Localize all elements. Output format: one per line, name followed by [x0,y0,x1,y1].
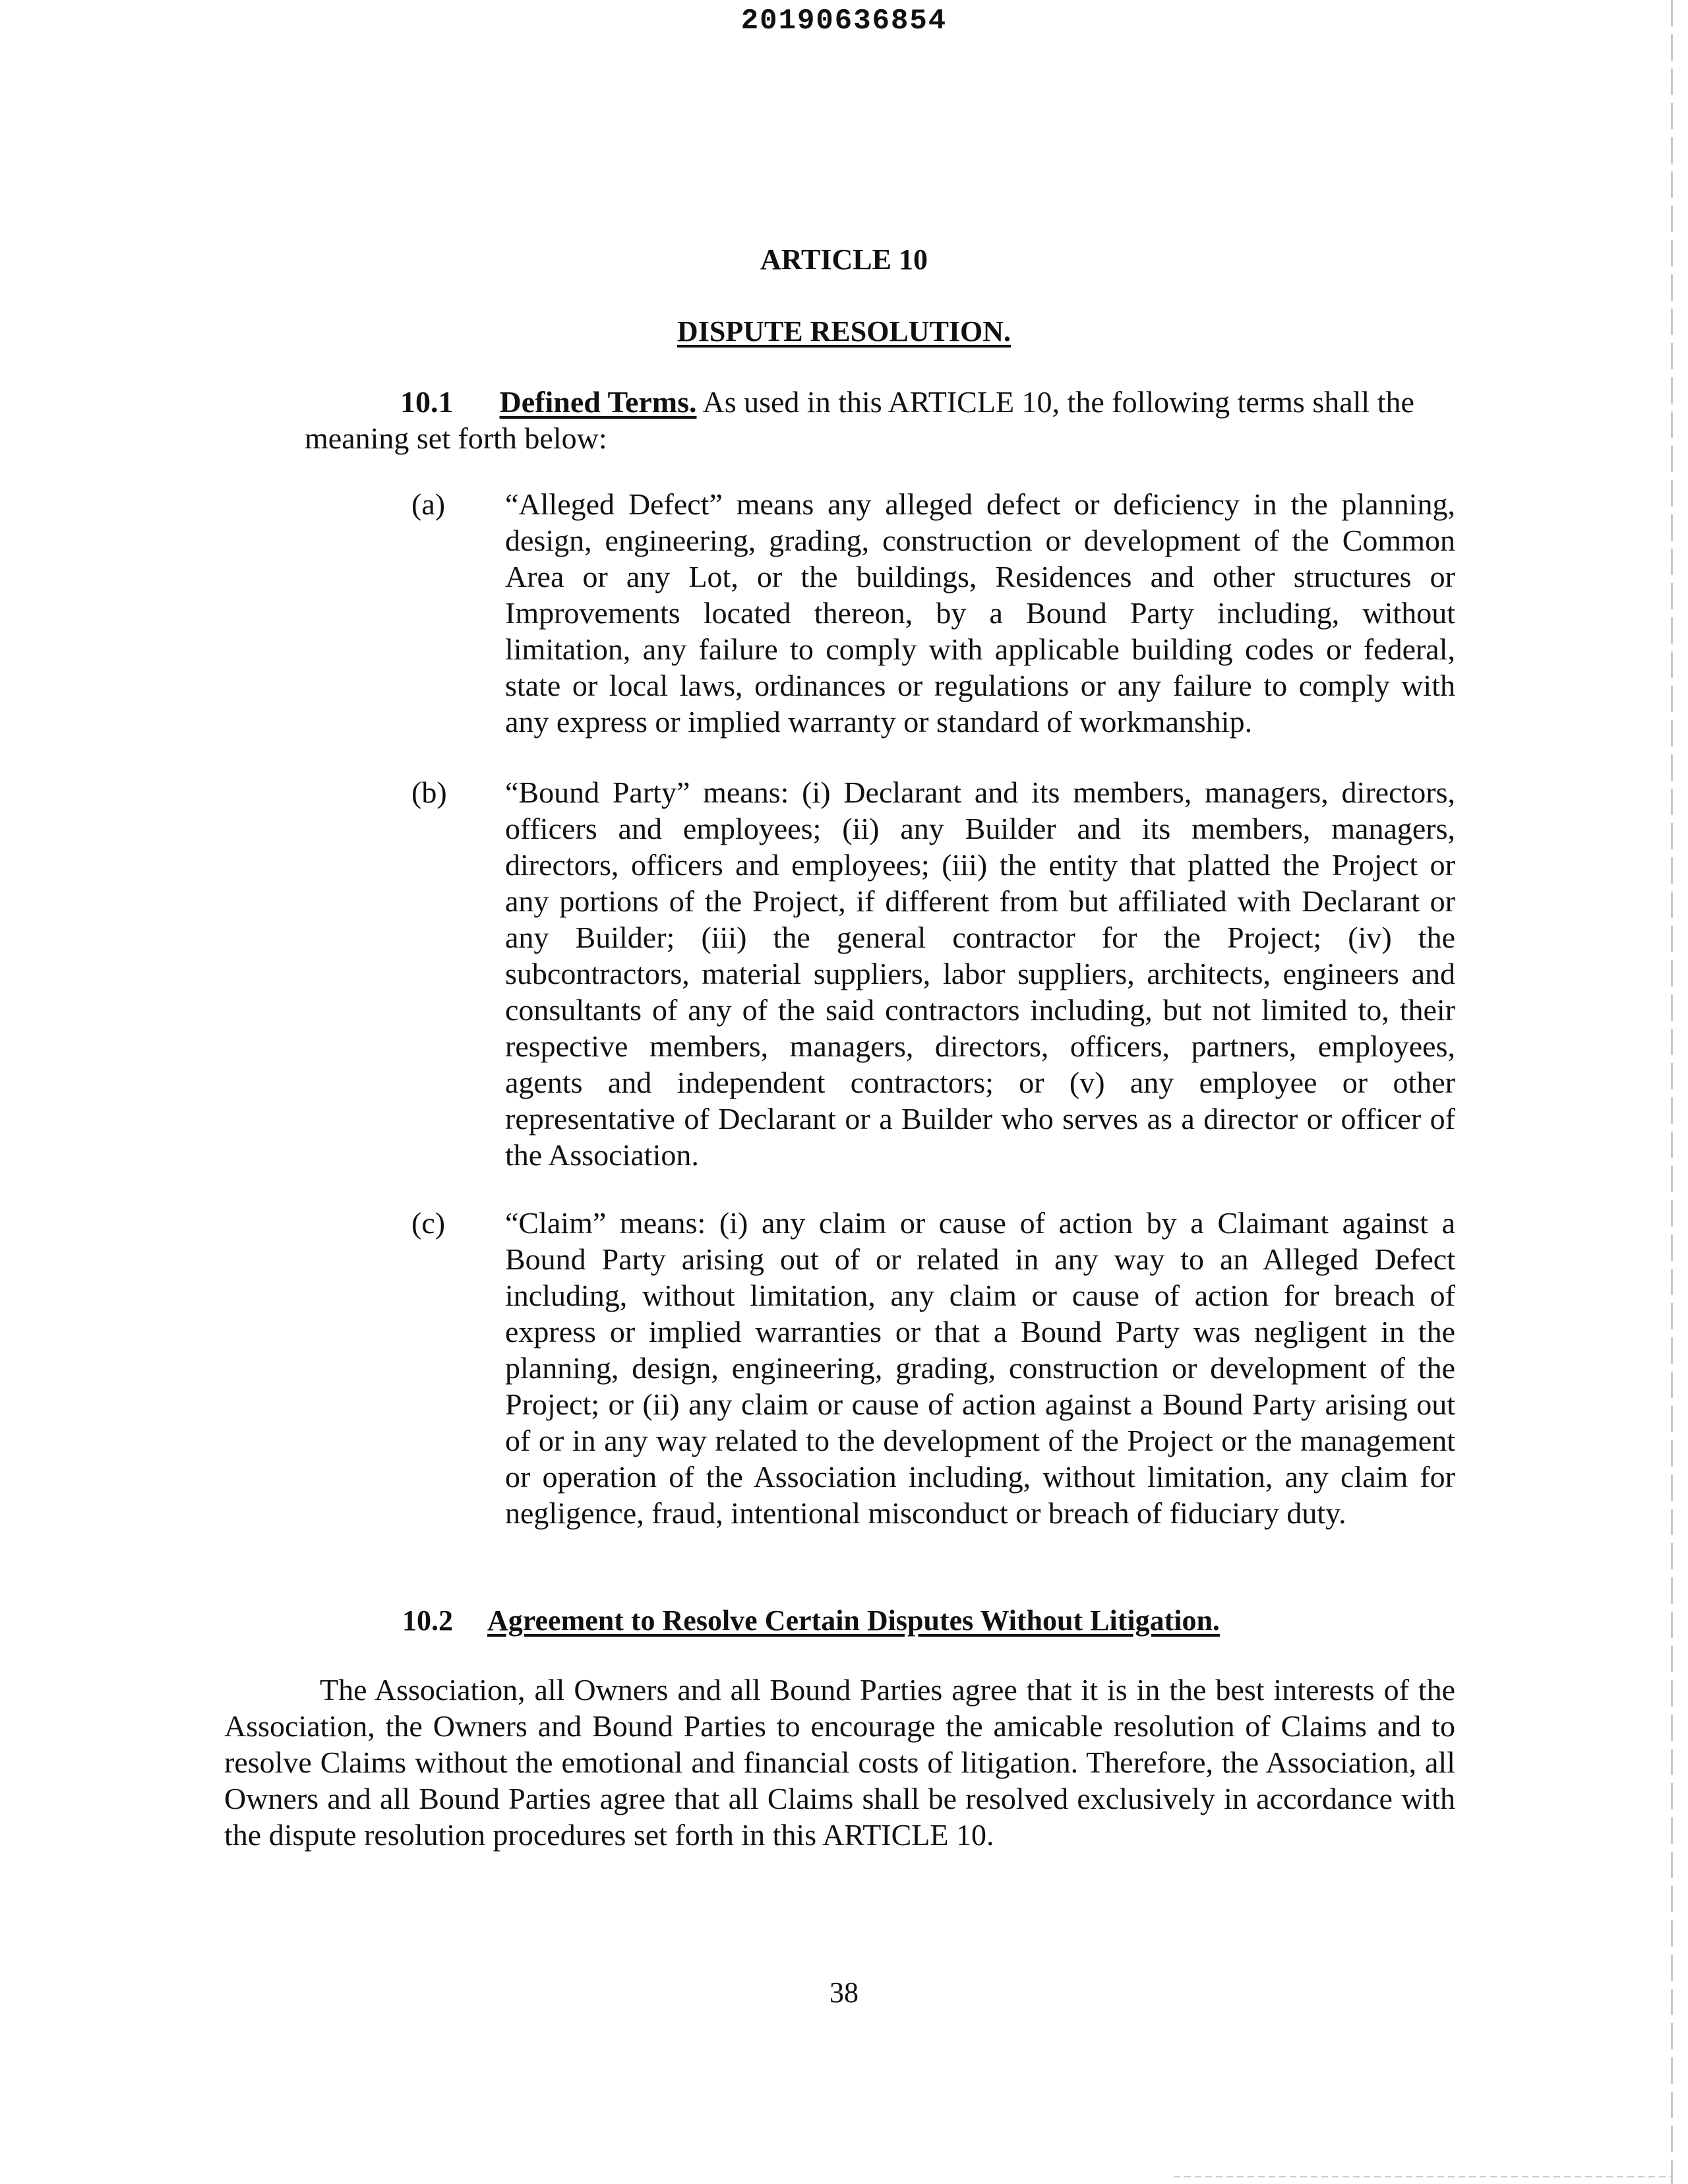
page-number: 38 [829,1976,859,2009]
article-title: ARTICLE 10 [760,243,928,276]
item-c-label: (c) [411,1206,446,1240]
section-10-2-body: The Association, all Owners and all Bound Parties agree that it is in the best interests of the Association, the Owners and Bound Parties to encourage the amicable resolution of Claims and to resolve Claims without the emotional and financial costs of litigation. Therefore, the Association, all Owners and all Bound Parties agree that all Claims shall be resolved exclusively in accordance with the dispute resolution procedures set forth in this ARTICLE 10. [224,1673,1455,1852]
scan-bottom-edge [1174,2176,1671,2177]
section-10-2-heading [402,1602,1220,1639]
section-10-1-intro: As used in this ARTICLE 10, the following terms shall the meaning set forth below: [305,385,1414,455]
section-10-1-number: 10.1 [400,385,454,419]
section-10-1-title: Defined Terms. [499,385,697,419]
section-10-2-title: Agreement to Resolve Certain Disputes Without Litigation. [487,1604,1220,1637]
item-b-label: (b) [411,775,447,809]
section-10-2-number: 10.2 [402,1604,453,1637]
section-10-1-paragraph [305,384,1455,456]
item-a-label: (a) [411,487,446,521]
document-number: 20190636854 [740,5,948,38]
article-subtitle: DISPUTE RESOLUTION. [677,315,1011,348]
item-a-text: “Alleged Defect” means any alleged defect or deficiency in the planning, design, engineering, grading, construction or development of the Common Area or any Lot, or the buildings, Residences and other structures or Improvements located thereon, by a Bound Party including, without limitation, any failure to comply with applicable building codes or federal, state or local laws, ordinances or regulations or any failure to comply with any express or implied warranty or standard of workmanship. [505,487,1455,739]
item-c-text: “Claim” means: (i) any claim or cause of action by a Claimant against a Bound Party arising out of or related in any way to an Alleged Defect including, without limitation, any claim or cause of action for breach of express or implied warranties or that a Bound Party was negligent in the planning, design, engineering, grading, construction or development of the Project; or (ii) any claim or cause of action against a Bound Party arising out of or in any way related to the development of the Project or the management or operation of the Association including, without limitation, any claim for negligence, fraud, intentional misconduct or breach of fiduciary duty. [505,1206,1455,1530]
item-b-text: “Bound Party” means: (i) Declarant and its members, managers, directors, officers and employees; (ii) any Builder and its members, managers, directors, officers and employees; (iii) the entity that platted the Project or any portions of the Project, if different from but affiliated with Declarant or any Builder; (iii) the general contractor for the Project; (iv) the subcontractors, material suppliers, labor suppliers, architects, engineers and consultants of any of the said contractors including, but not limited to, their respective members, managers, directors, officers, partners, employees, agents and independent contractors; or (v) any employee or other representative of Declarant or a Builder who serves as a director or officer of the Association. [505,775,1455,1172]
